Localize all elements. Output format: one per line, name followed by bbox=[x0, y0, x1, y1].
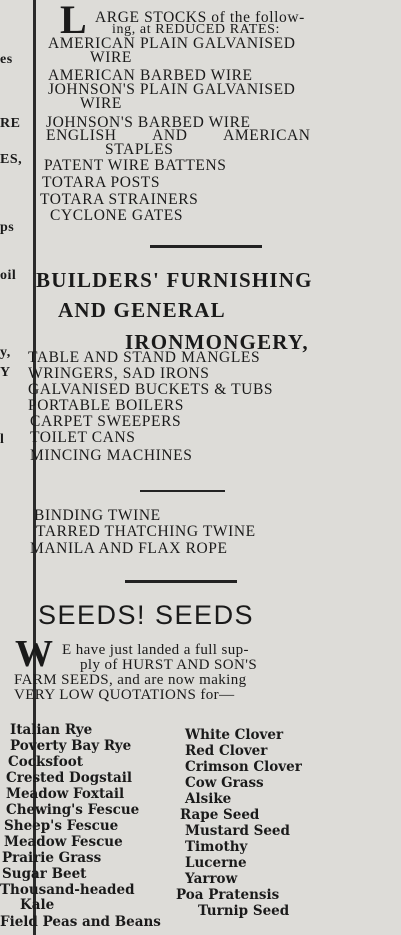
seed-item: Timothy bbox=[185, 839, 248, 855]
seed-item: Lucerne bbox=[185, 855, 247, 871]
builders-heading: BUILDERS' FURNISHING bbox=[36, 268, 313, 292]
seed-item: Poa Pratensis bbox=[176, 887, 280, 903]
twine-item: TARRED THATCHING TWINE bbox=[36, 523, 256, 540]
stocks-intro-line: ing, at REDUCED RATES: bbox=[112, 22, 280, 37]
seed-item: Crested Dogstail bbox=[6, 770, 133, 786]
section-divider bbox=[125, 580, 237, 583]
edge-fragment: es bbox=[0, 52, 13, 67]
seed-item: Red Clover bbox=[185, 743, 268, 759]
seed-item: Yarrow bbox=[185, 871, 238, 887]
stocks-item: AMERICAN PLAIN GALVANISED bbox=[48, 35, 296, 52]
section-divider bbox=[140, 490, 225, 492]
builders-item: WRINGERS, SAD IRONS bbox=[28, 365, 210, 382]
twine-item: MANILA AND FLAX ROPE bbox=[30, 540, 228, 557]
dropcap-w: W bbox=[15, 633, 53, 675]
builders-heading: IRONMONGERY, bbox=[125, 330, 309, 354]
seed-item: Sheep's Fescue bbox=[4, 818, 119, 834]
seed-item: Italian Rye bbox=[10, 722, 93, 738]
stocks-item: JOHNSON'S PLAIN GALVANISED bbox=[48, 81, 296, 98]
seed-item: Meadow Foxtail bbox=[6, 786, 125, 802]
seed-item: White Clover bbox=[185, 727, 284, 743]
stocks-item: JOHNSON'S BARBED WIRE bbox=[46, 114, 251, 131]
stocks-item: CYCLONE GATES bbox=[50, 207, 184, 224]
section-divider bbox=[150, 245, 262, 248]
edge-fragment: oil bbox=[0, 268, 17, 283]
seed-item: Field Peas and Beans bbox=[0, 914, 161, 930]
edge-fragment: ps bbox=[0, 220, 15, 235]
seed-item: Alsike bbox=[185, 791, 232, 807]
seed-item: Sugar Beet bbox=[2, 866, 87, 882]
seeds-paragraph-line: ply of HURST AND SON'S bbox=[80, 657, 258, 673]
seeds-paragraph-line: E have just landed a full sup- bbox=[62, 642, 249, 658]
seed-item: Crimson Clover bbox=[185, 759, 302, 775]
stocks-item: WIRE bbox=[80, 95, 122, 112]
dropcap-l: L bbox=[60, 0, 87, 42]
seed-item: Cocksfoot bbox=[8, 754, 83, 770]
seeds-paragraph-line: FARM SEEDS, and are now making bbox=[14, 672, 247, 688]
builders-item: GALVANISED BUCKETS & TUBS bbox=[28, 381, 274, 398]
seed-item: Thousand-headed bbox=[0, 882, 135, 898]
edge-fragment: y, bbox=[0, 345, 11, 360]
seed-item: Mustard Seed bbox=[185, 823, 290, 839]
seeds-paragraph-line: VERY LOW QUOTATIONS for— bbox=[14, 687, 235, 703]
seed-item: Chewing's Fescue bbox=[6, 802, 140, 818]
edge-fragment: Y bbox=[0, 365, 11, 380]
edge-fragment: l bbox=[0, 432, 5, 447]
stocks-item: PATENT WIRE BATTENS bbox=[44, 157, 227, 174]
seed-item: Kale bbox=[20, 897, 55, 913]
edge-fragment: RE bbox=[0, 116, 21, 131]
stocks-item: TOTARA POSTS bbox=[42, 174, 161, 191]
stocks-item: WIRE bbox=[90, 49, 132, 66]
stocks-item: AMERICAN BARBED WIRE bbox=[48, 67, 253, 84]
seed-item: Meadow Fescue bbox=[4, 834, 123, 850]
builders-item: TABLE AND STAND MANGLES bbox=[28, 349, 261, 366]
seed-item: Cow Grass bbox=[185, 775, 264, 791]
builders-heading: AND GENERAL bbox=[58, 298, 226, 322]
builders-item: TOILET CANS bbox=[30, 429, 136, 446]
seed-item: Prairie Grass bbox=[2, 850, 102, 866]
seeds-heading: SEEDS! SEEDS bbox=[38, 600, 255, 630]
edge-fragment: ES, bbox=[0, 152, 23, 167]
stocks-item: TOTARA STRAINERS bbox=[40, 191, 199, 208]
builders-item: PORTABLE BOILERS bbox=[28, 397, 184, 414]
seed-item: Rape Seed bbox=[180, 807, 260, 823]
builders-item: MINCING MACHINES bbox=[30, 447, 193, 464]
twine-item: BINDING TWINE bbox=[34, 507, 161, 524]
stocks-item: STAPLES bbox=[105, 141, 174, 158]
seed-item: Turnip Seed bbox=[198, 903, 290, 919]
seed-item: Poverty Bay Rye bbox=[10, 738, 132, 754]
stocks-item: ENGLISH AND AMERICAN bbox=[46, 127, 311, 144]
builders-item: CARPET SWEEPERS bbox=[30, 413, 182, 430]
stocks-intro-line: ARGE STOCKS of the follow- bbox=[95, 9, 305, 26]
